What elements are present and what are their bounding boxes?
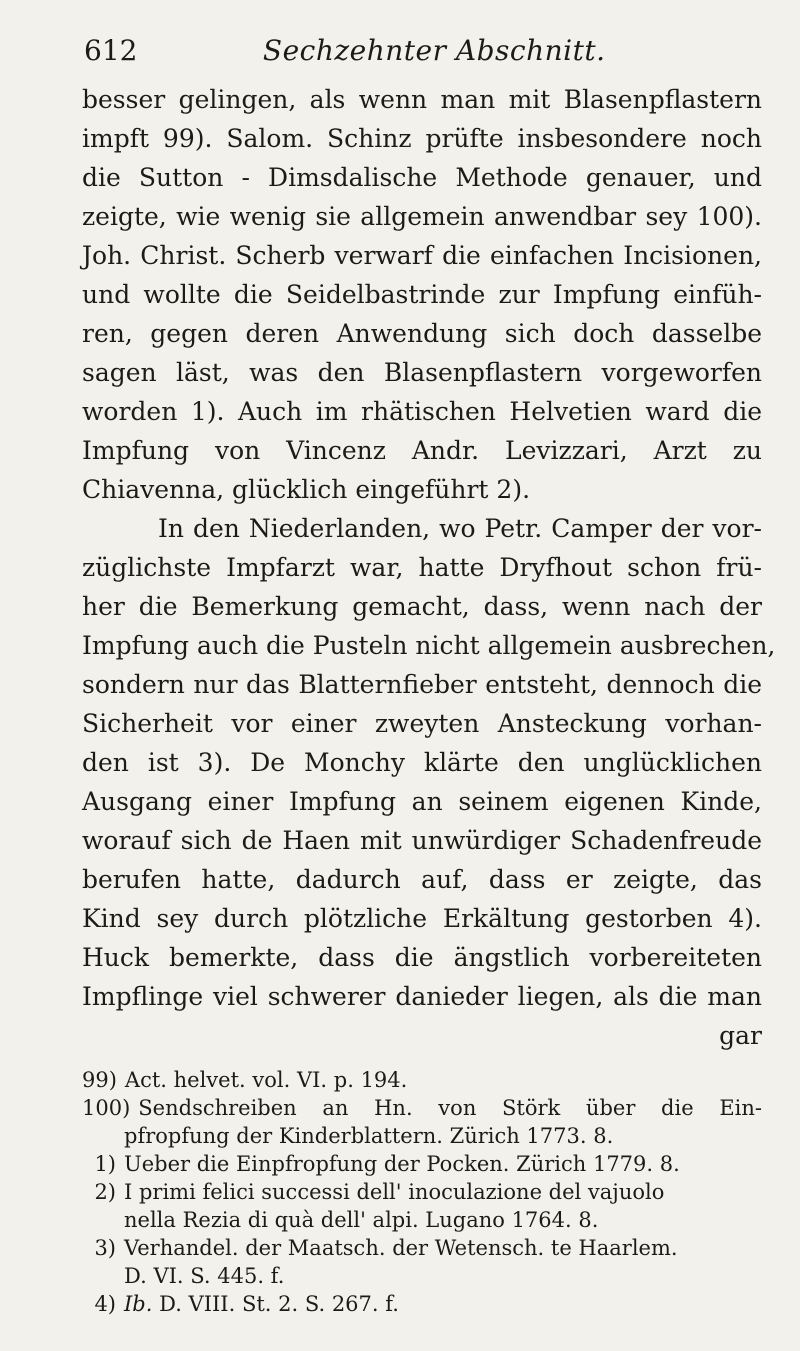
footnote-label: 99) xyxy=(82,1068,117,1092)
footnote xyxy=(82,1290,762,1318)
footnote-continuation xyxy=(82,1262,762,1290)
footnote xyxy=(82,1094,762,1122)
footnote-label: 100) xyxy=(82,1096,131,1120)
footnote xyxy=(82,1234,762,1262)
footnote-continuation xyxy=(82,1206,762,1234)
catchword: gar xyxy=(719,1021,762,1050)
footnote-continuation xyxy=(82,1122,762,1150)
footnote-text: D. VI. S. 445. f. xyxy=(124,1264,285,1288)
footnote-label: 3) xyxy=(94,1236,116,1260)
footnote-text: Verhandel. der Maatsch. der Wetensch. te Haarlem. xyxy=(124,1236,678,1260)
main-text xyxy=(82,80,776,1055)
text-line: sagen läst, was den Blasenpflastern vorgeworfen xyxy=(82,358,762,387)
footnote xyxy=(82,1178,762,1206)
text-line: Impflinge viel schwerer danieder liegen, als die man xyxy=(82,982,762,1011)
footnotes xyxy=(82,1066,762,1318)
text-line: Kind sey durch plötzliche Erkältung gestorben 4). xyxy=(82,904,762,933)
footnote xyxy=(82,1066,762,1094)
footnote-ibid: Ib. xyxy=(124,1292,153,1316)
footnote-label: 1) xyxy=(94,1152,116,1176)
text-line: besser gelingen, als wenn man mit Blasenpflastern xyxy=(82,85,762,114)
page-header xyxy=(84,26,724,76)
text-line: her die Bemerkung gemacht, dass, wenn nach der xyxy=(82,592,762,621)
text-line: impft 99). Salom. Schinz prüfte insbesondere noch xyxy=(82,124,762,153)
footnote-label: 2) xyxy=(94,1180,116,1204)
footnote-text: Sendschreiben an Hn. von Störk über die Ein- xyxy=(138,1096,762,1120)
text-line: berufen hatte, dadurch auf, dass er zeigte, das xyxy=(82,865,762,894)
text-line: zeigte, wie wenig sie allgemein anwendbar sey 100). xyxy=(82,202,762,231)
text-line: Ausgang einer Impfung an seinem eigenen Kinde, xyxy=(82,787,762,816)
footnote xyxy=(82,1150,762,1178)
text-line: Chiavenna, glücklich eingeführt 2). xyxy=(82,475,531,504)
footnote-label: 4) xyxy=(94,1292,116,1316)
text-line: Joh. Christ. Scherb verwarf die einfachen Incisionen, xyxy=(82,241,762,270)
text-line: Impfung auch die Pusteln nicht allgemein ausbrechen, xyxy=(82,631,776,660)
footnote-text: nella Rezia di quà dell' alpi. Lugano 1764. 8. xyxy=(124,1208,599,1232)
text-line: den ist 3). De Monchy klärte den unglücklichen xyxy=(82,748,762,777)
running-title: Sechzehnter Abschnitt. xyxy=(262,34,606,67)
text-line: züglichste Impfarzt war, hatte Dryfhout schon frü- xyxy=(82,553,762,582)
text-line: Huck bemerkte, dass die ängstlich vorbereiteten xyxy=(82,943,762,972)
text-line: Impfung von Vincenz Andr. Levizzari, Arzt zu xyxy=(82,436,762,465)
text-line: und wollte die Seidelbastrinde zur Impfung einfüh- xyxy=(82,280,762,309)
text-line: sondern nur das Blatternfieber entsteht, dennoch die xyxy=(82,670,762,699)
text-line: Sicherheit vor einer zweyten Ansteckung vorhan- xyxy=(82,709,762,738)
footnote-text: I primi felici successi dell' inoculazione del vajuolo xyxy=(124,1180,665,1204)
text-line: ren, gegen deren Anwendung sich doch dasselbe xyxy=(82,319,762,348)
text-line: worauf sich de Haen mit unwürdiger Schadenfreude xyxy=(82,826,762,855)
footnote-text: Ueber die Einpfropfung der Pocken. Zürich 1779. 8. xyxy=(124,1152,680,1176)
text-line: worden 1). Auch im rhätischen Helvetien ward die xyxy=(82,397,762,426)
text-line: die Sutton - Dimsdalische Methode genauer, und xyxy=(82,163,762,192)
page-number: 612 xyxy=(84,34,138,67)
footnote-text: pfropfung der Kinderblattern. Zürich 1773. 8. xyxy=(124,1124,614,1148)
footnote-text: Act. helvet. vol. VI. p. 194. xyxy=(124,1068,408,1092)
text-line: In den Niederlanden, wo Petr. Camper der vor- xyxy=(158,514,762,543)
footnote-text: D. VIII. St. 2. S. 267. f. xyxy=(159,1292,399,1316)
